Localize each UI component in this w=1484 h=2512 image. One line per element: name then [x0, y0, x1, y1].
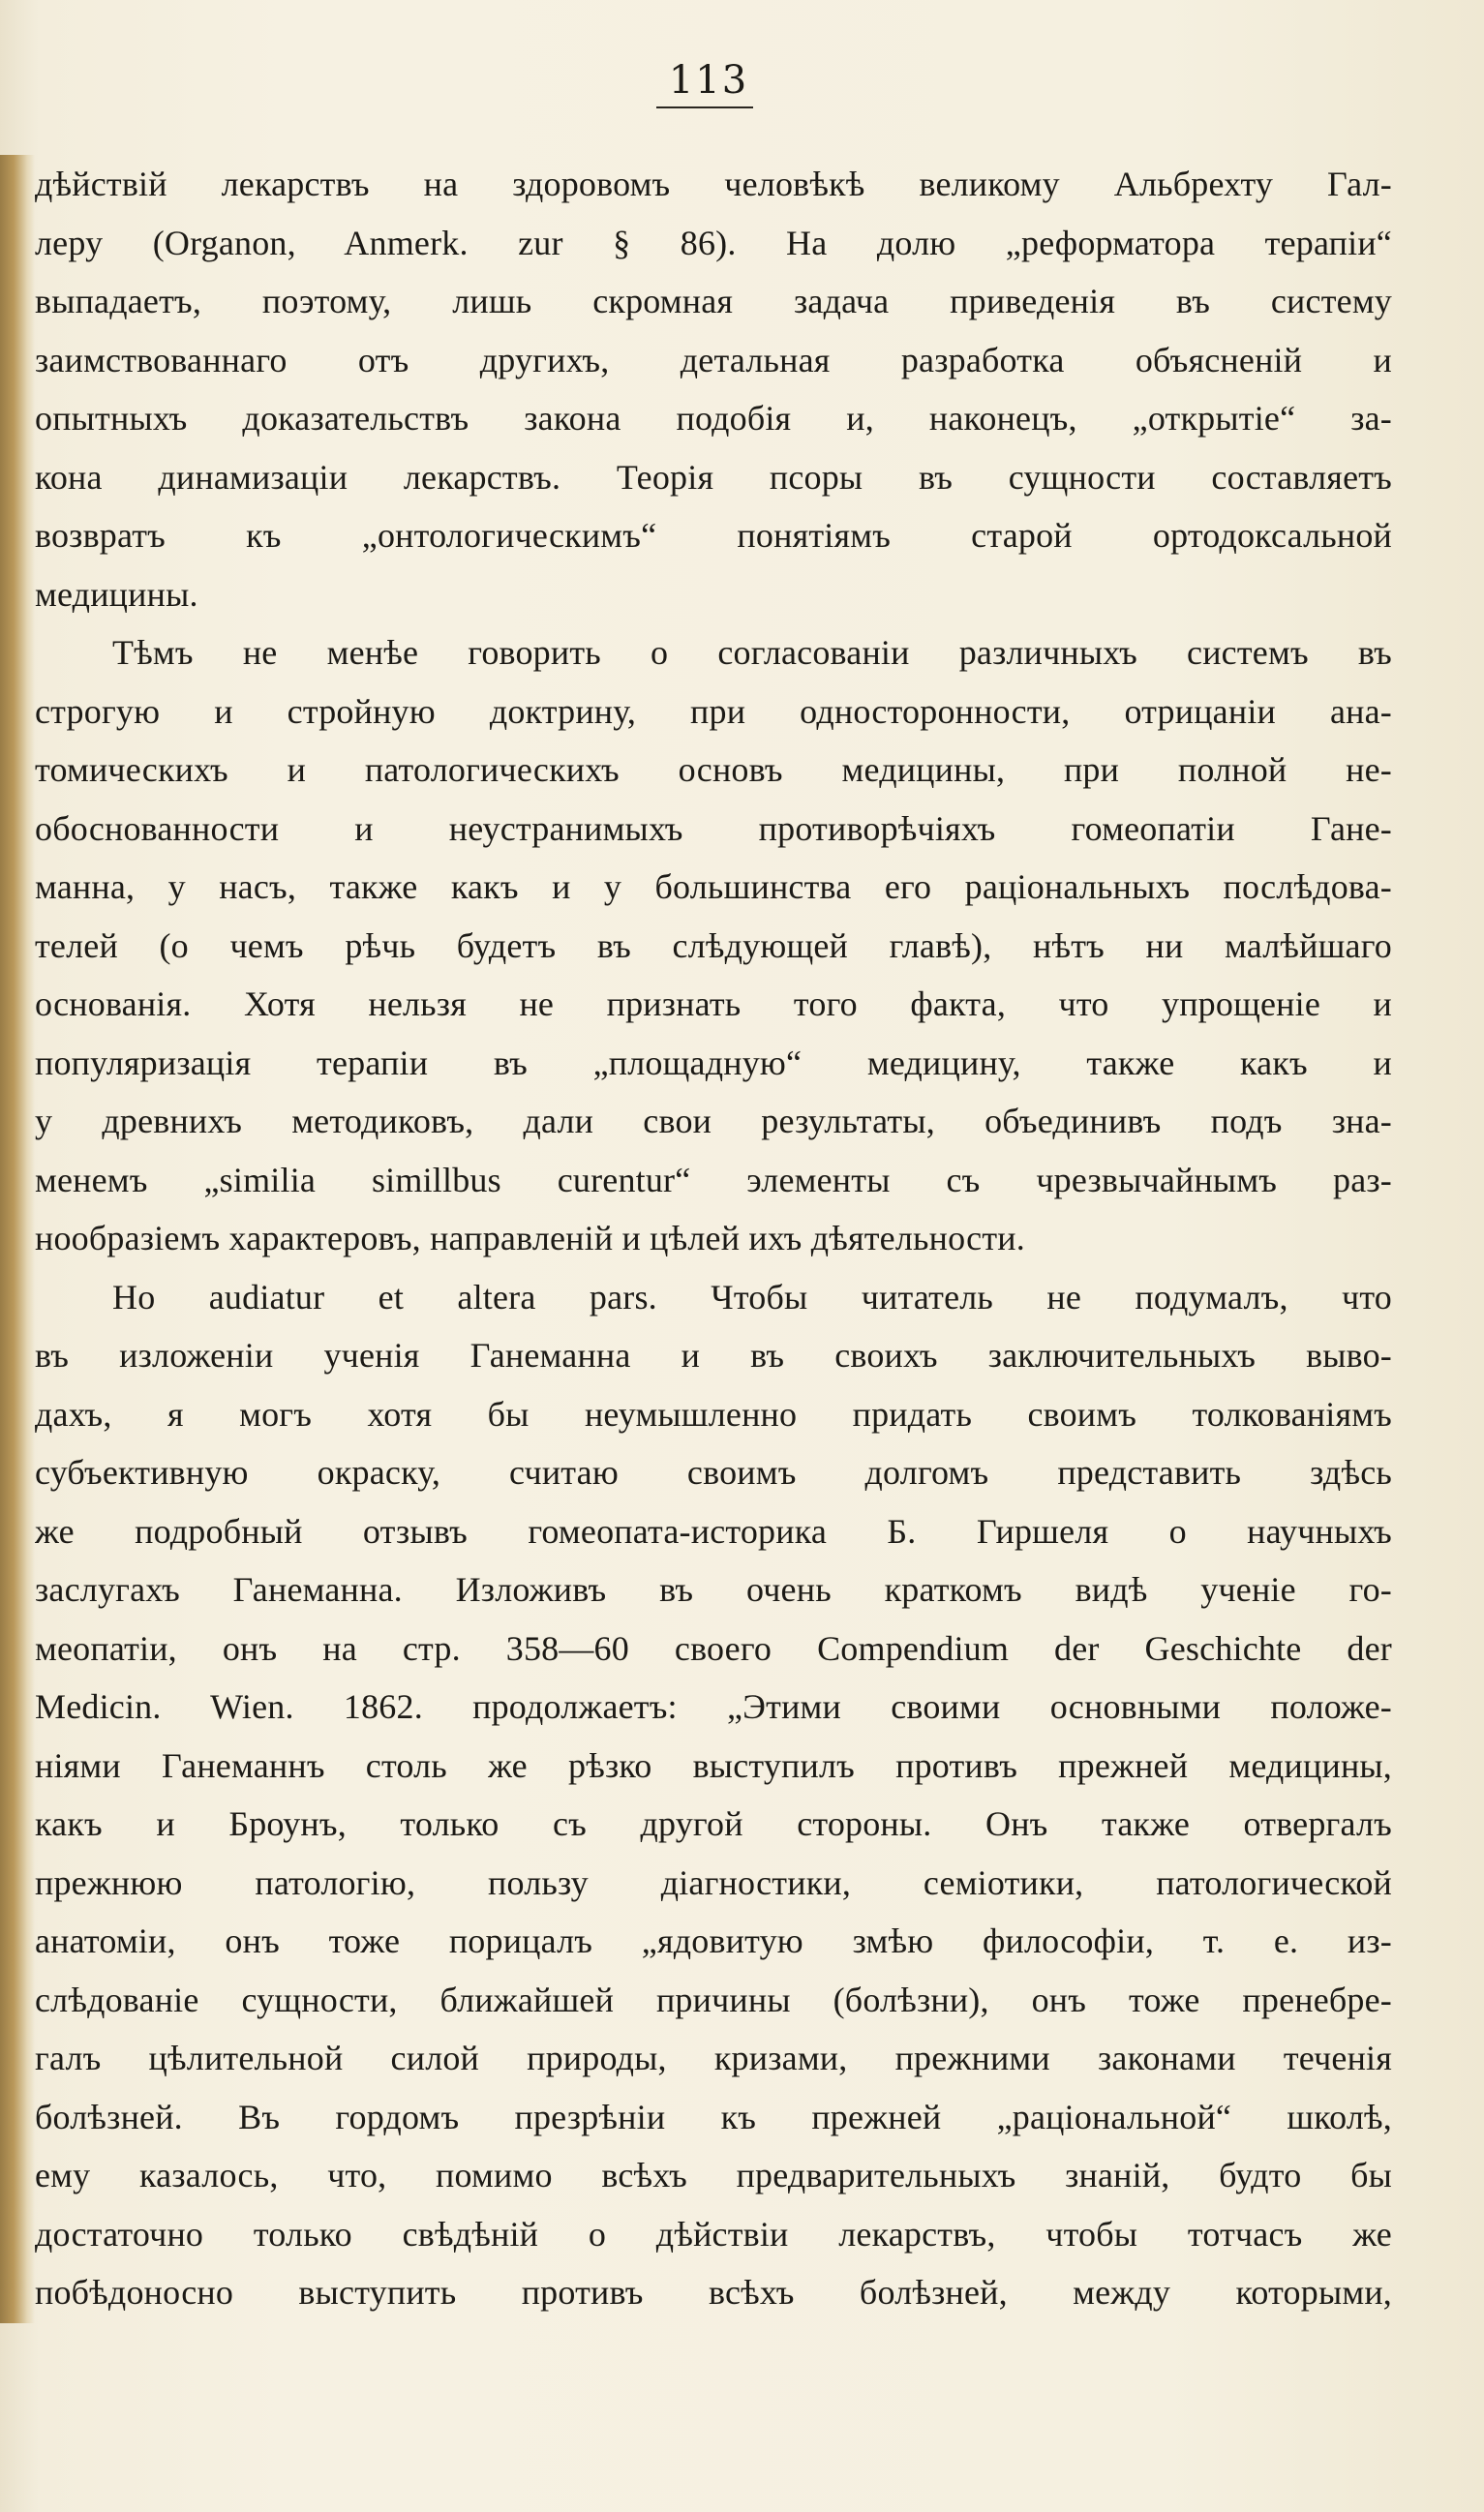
- text-line: основанія. Хотя нельзя не признать того факта, что упрощеніе и: [35, 984, 1392, 1023]
- text-line: нообразіемъ характеровъ, направленій и цѣлей ихъ дѣятельности.: [35, 1219, 1025, 1257]
- text-line: Medicin. Wien. 1862. продолжаетъ: „Этими своими основными положе-: [35, 1687, 1392, 1726]
- body-text: [35, 155, 1392, 2322]
- page-number-underline: [656, 106, 753, 108]
- paragraph-first-line: Но audiatur et altera pars. Чтобы читатель не подумалъ, что: [112, 1277, 1392, 1317]
- text-line: ему казалось, что, помимо всѣхъ предварительныхъ знаній, будто бы: [35, 2156, 1392, 2194]
- text-line: популяризація терапіи въ „площадную“ медицину, также какъ и: [35, 1043, 1392, 1082]
- text-line: телей (о чемъ рѣчь будетъ въ слѣдующей главѣ), нѣтъ ни малѣйшаго: [35, 925, 1392, 965]
- text-line: субъективную окраску, считаю своимъ долгомъ представить здѣсь: [35, 1453, 1392, 1492]
- text-line: меопатіи, онъ на стр. 358—60 своего Compendium der Geschichte der: [35, 1628, 1392, 1668]
- text-line: заимствованнаго отъ другихъ, детальная разработка объясненій и: [35, 340, 1392, 379]
- text-line: галъ цѣлительной силой природы, кризами, прежними законами теченія: [35, 2039, 1392, 2077]
- text-line: въ изложеніи ученія Ганеманна и въ своихъ заключительныхъ выво-: [35, 1336, 1392, 1375]
- text-line: заслугахъ Ганеманна. Изложивъ въ очень краткомъ видѣ ученіе го-: [35, 1570, 1392, 1609]
- text-line: какъ и Броунъ, только съ другой стороны. Онъ также отвергалъ: [35, 1804, 1392, 1843]
- text-line: кона динамизаціи лекарствъ. Теорія псоры въ сущности составляетъ: [35, 457, 1392, 497]
- text-line: слѣдованіе сущности, ближайшей причины (болѣзни), онъ тоже пренебре-: [35, 1980, 1392, 2019]
- text-line: медицины.: [35, 574, 198, 614]
- text-line: побѣдоносно выступить противъ всѣхъ болѣзней, между которыми,: [35, 2273, 1392, 2312]
- text-line: прежнюю патологію, пользу діагностики, семіотики, патологической: [35, 1862, 1392, 1902]
- text-line: же подробный отзывъ гомеопата-историка Б. Гиршеля о научныхъ: [35, 1511, 1392, 1551]
- text-line: дѣйствій лекарствъ на здоровомъ человѣкѣ великому Альбрехту Гал-: [35, 165, 1392, 203]
- text-line: возвратъ къ „онтологическимъ“ понятіямъ старой ортодоксальной: [35, 516, 1392, 555]
- text-line: дахъ, я могъ хотя бы неумышленно придать своимъ толкованіямъ: [35, 1394, 1392, 1434]
- text-line: строгую и стройную доктрину, при односторонности, отрицаніи ана-: [35, 691, 1392, 731]
- text-line: ніями Ганеманнъ столь же рѣзко выступилъ противъ прежней медицины,: [35, 1745, 1392, 1785]
- text-line: томическихъ и патологическихъ основъ медицины, при полной не-: [35, 750, 1392, 789]
- page-binding-edge: [0, 155, 35, 2323]
- text-line: анатоміи, онъ тоже порицалъ „ядовитую змѣю философіи, т. е. из-: [35, 1922, 1392, 1960]
- text-line: у древнихъ методиковъ, дали свои результаты, объединивъ подъ зна-: [35, 1102, 1392, 1140]
- text-line: менемъ „similia simillbus curentur“ элементы съ чрезвычайнымъ раз-: [35, 1160, 1392, 1199]
- text-line: болѣзней. Въ гордомъ презрѣніи къ прежней „раціональной“ школѣ,: [35, 2097, 1392, 2136]
- page-number: 113: [668, 58, 749, 103]
- text-line: достаточно только свѣдѣній о дѣйствіи лекарствъ, чтобы тотчасъ же: [35, 2214, 1392, 2254]
- text-line: обоснованности и неустранимыхъ противорѣчіяхъ гомеопатіи Гане-: [35, 808, 1392, 848]
- text-line: опытныхъ доказательствъ закона подобія и, наконецъ, „открытіе“ за-: [35, 399, 1392, 438]
- text-line: манна, у насъ, также какъ и у большинства его раціональныхъ послѣдова-: [35, 867, 1392, 906]
- text-line: леру (Organon, Anmerk. zur § 86). На долю „реформатора терапіи“: [35, 223, 1392, 262]
- paragraph-first-line: Тѣмъ не менѣе говорить о согласованіи различныхъ системъ въ: [112, 633, 1392, 672]
- text-line: выпадаетъ, поэтому, лишь скромная задача приведенія въ систему: [35, 282, 1392, 320]
